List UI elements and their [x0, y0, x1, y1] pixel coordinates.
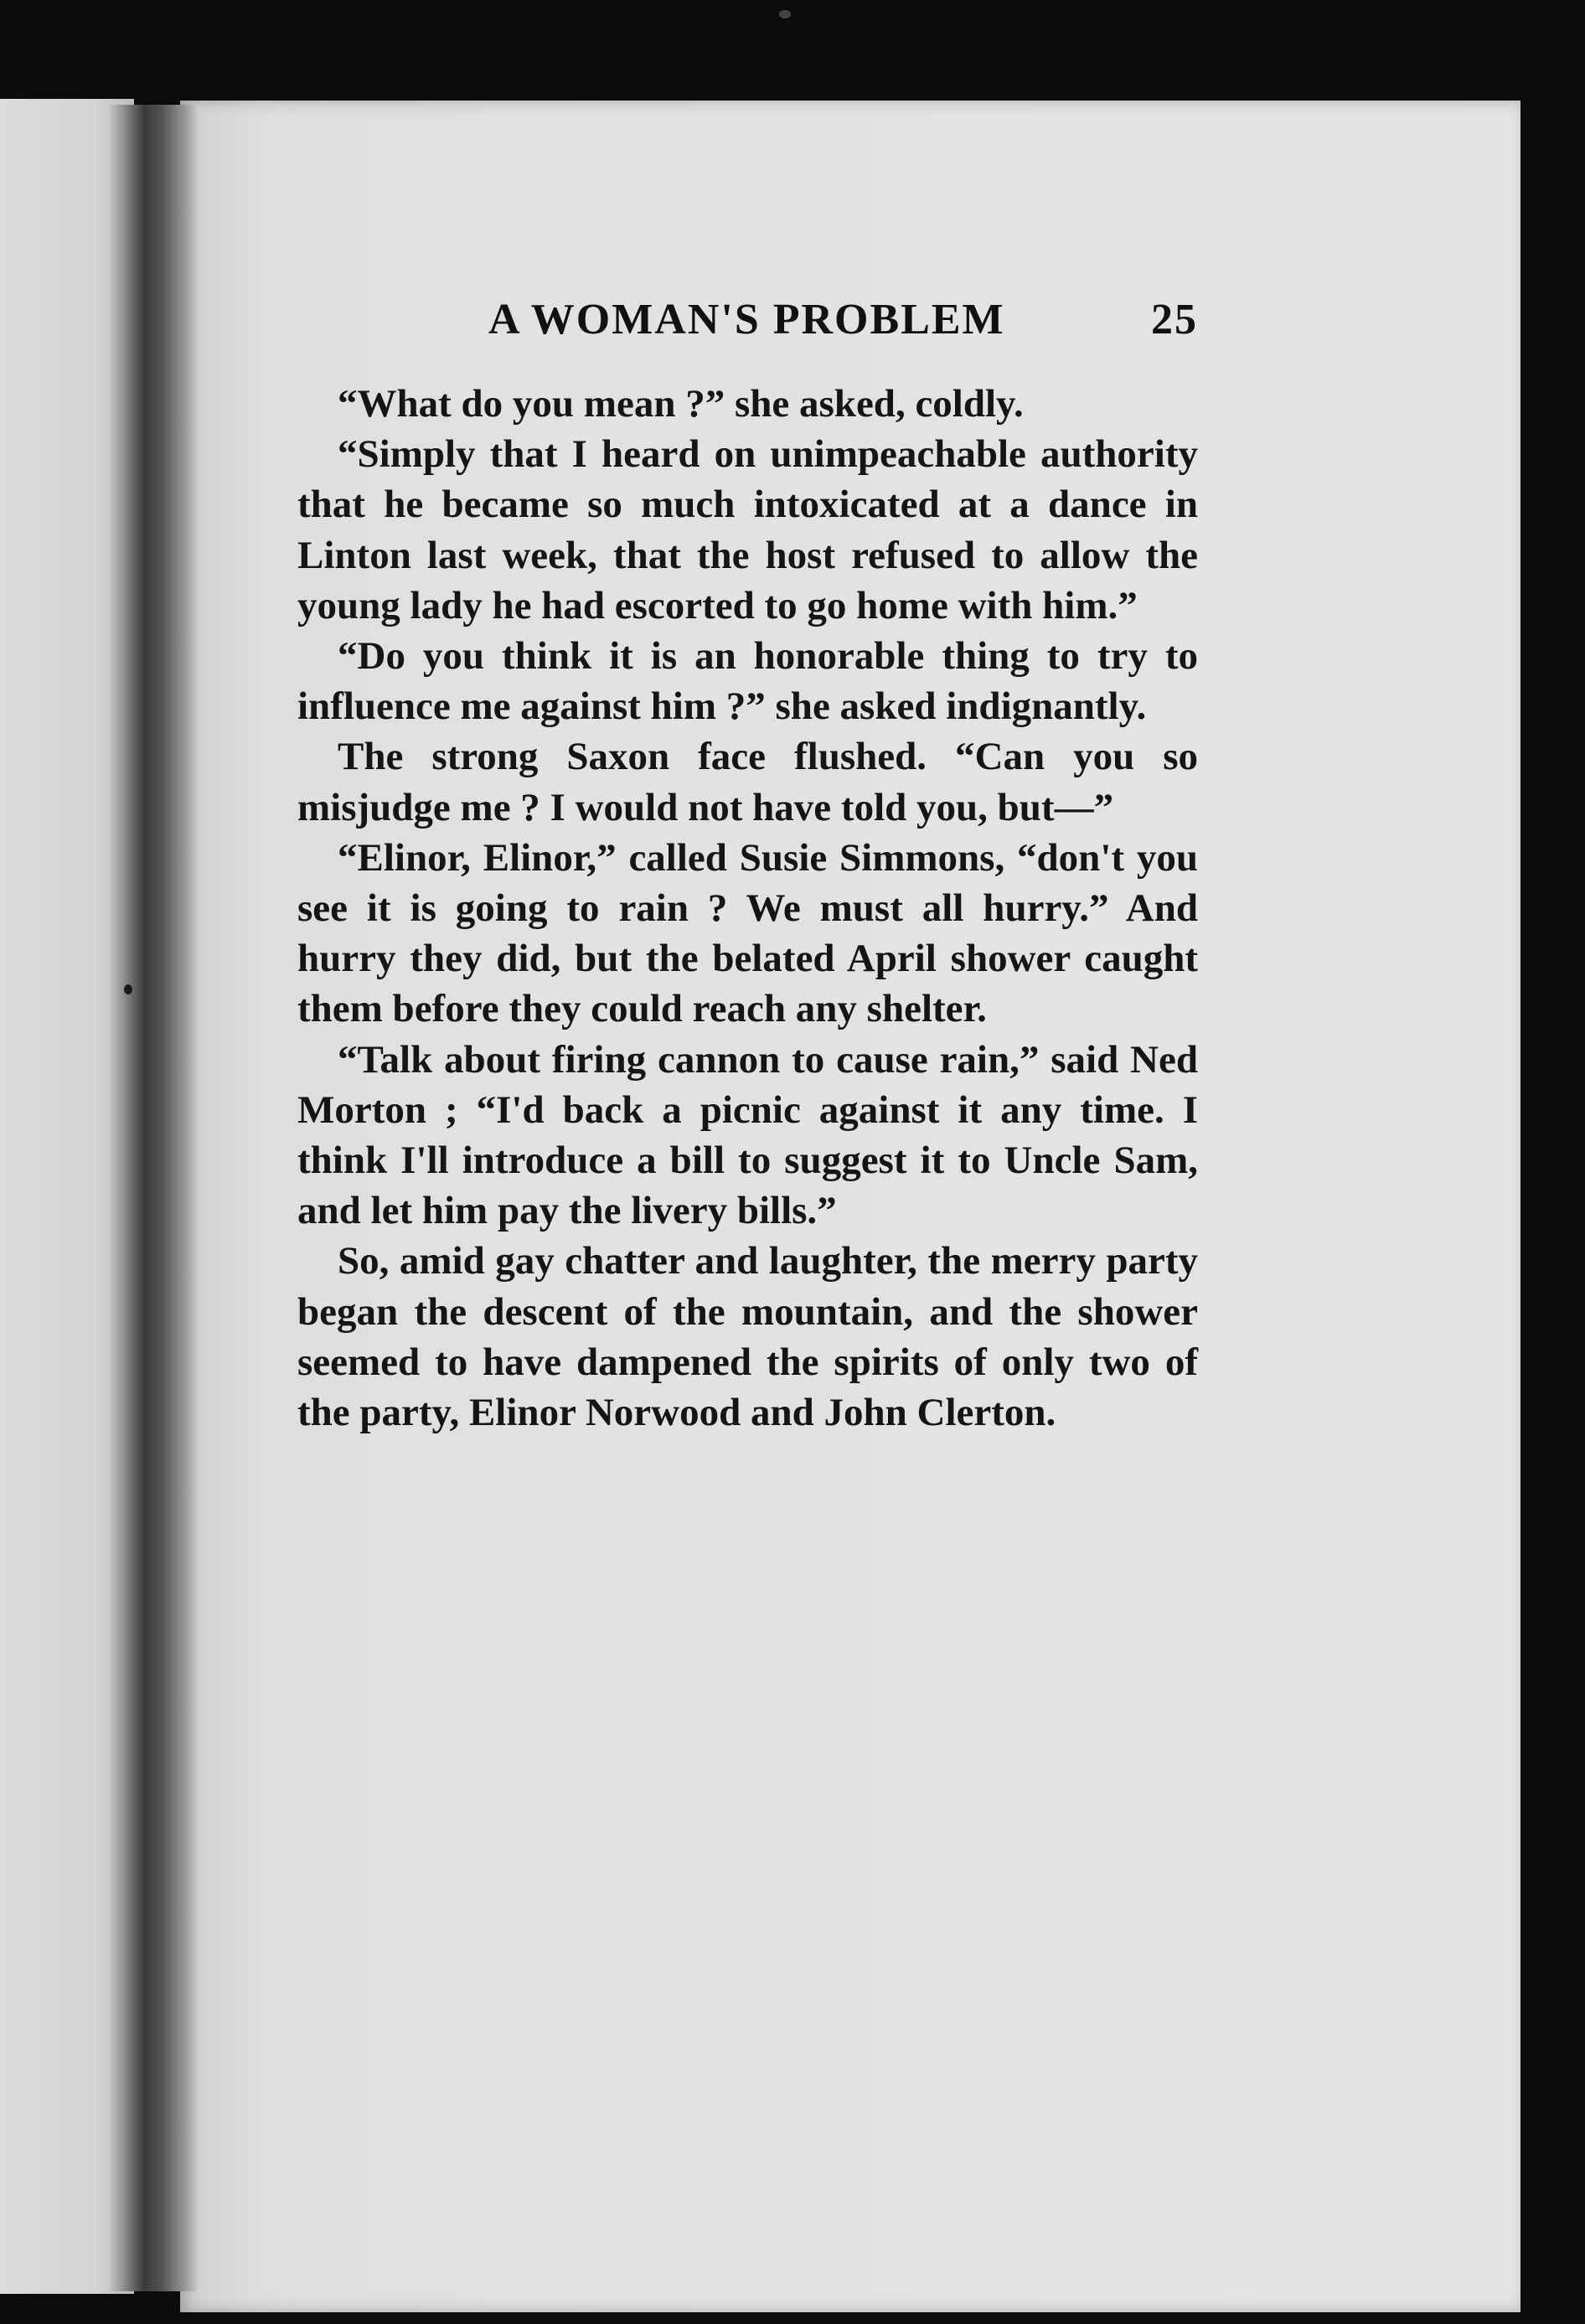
- paragraph: “Talk about firing cannon to cause rain,” said Ned Morton ; “I'd back a picnic against it any time. I think I'll introduce a bill to suggest it to Uncle Sam, and let him pay the livery bills.”: [297, 1037, 1198, 1233]
- paragraph: “Do you think it is an honorable thing to try to influence me against him ?” she asked indignantly.: [297, 634, 1198, 729]
- dust-speck: [779, 10, 791, 18]
- paragraph: “Elinor, Elinor,” called Susie Simmons, “don't you see it is going to rain ? We must all hurry.” And hurry they did, but the belated April shower caught them before they could reach any shelter.: [297, 835, 1198, 1031]
- paragraph: “Simply that I heard on unimpeachable authority that he became so much intoxicated at a dance in Linton last week, that the host refused to allow the young lady he had escorted to go home with him.”: [297, 432, 1198, 627]
- page-number: 25: [1151, 296, 1198, 343]
- running-title: A WOMAN'S PROBLEM: [488, 296, 1005, 343]
- body-text: [297, 379, 1198, 1438]
- dust-speck: [124, 984, 132, 994]
- paragraph: “What do you mean ?” she asked, coldly.: [338, 382, 1024, 426]
- paragraph: The strong Saxon face flushed. “Can you so misjudge me ? I would not have told you, but—”: [297, 735, 1198, 829]
- paragraph: So, amid gay chatter and laughter, the merry party began the descent of the mountain, and the shower seemed to have dampened the spirits of only two of the party, Elinor Norwood and John Clerton.: [297, 1239, 1198, 1435]
- book-gutter-shadow: [107, 105, 199, 2291]
- running-header: [297, 295, 1198, 362]
